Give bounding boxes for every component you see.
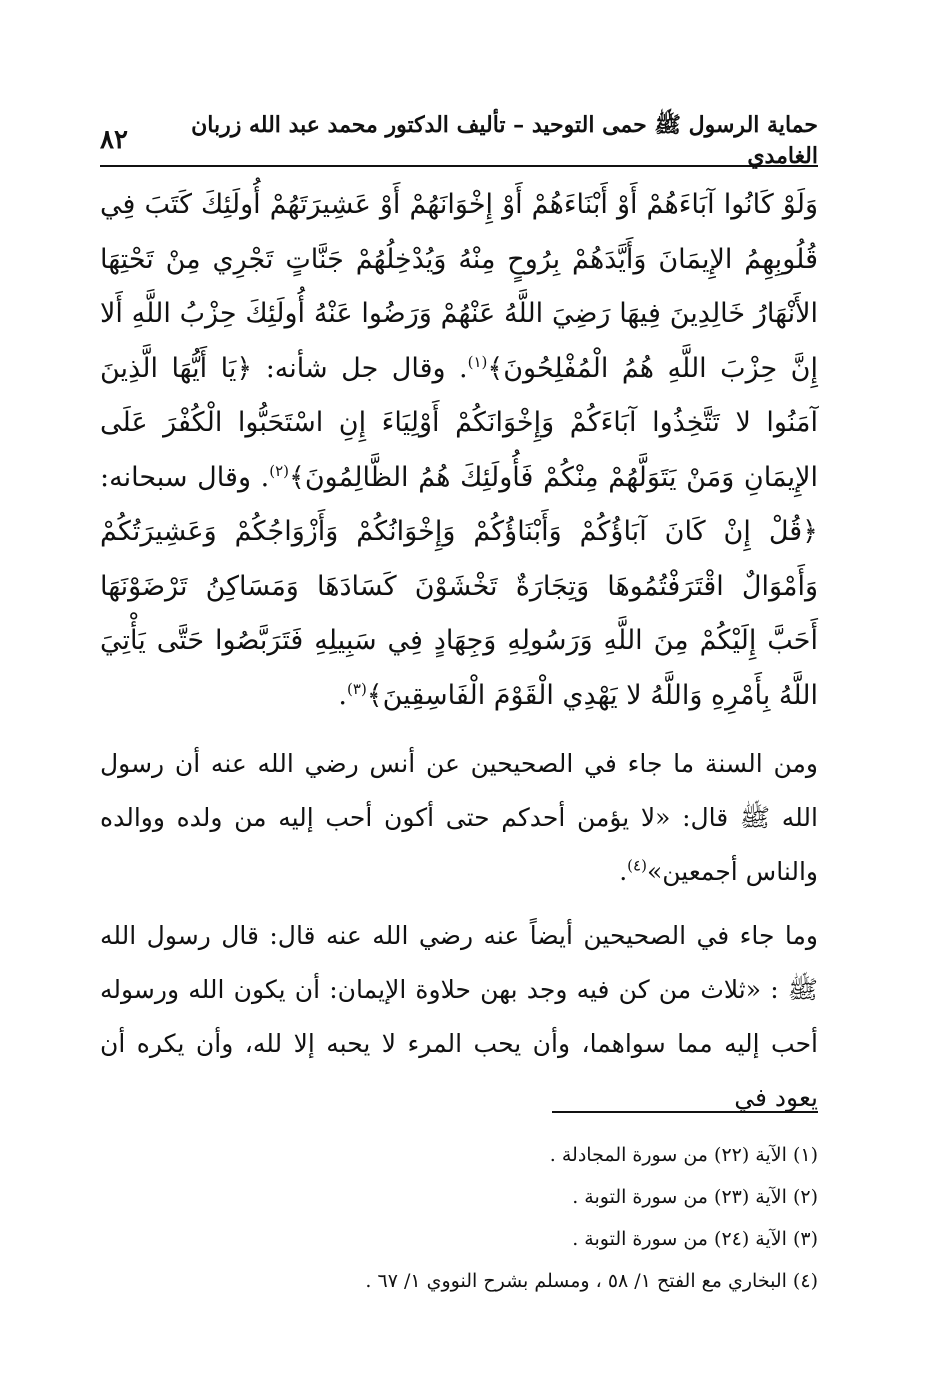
footnote-1: (١) الآية (٢٢) من سورة المجادلة .: [549, 1144, 818, 1166]
connective-text-3: .: [338, 679, 348, 711]
hadith-paragraph-1-text: ومن السنة ما جاء في الصحيحين عن أنس رضي الله عنه أن رسول الله ﷺ قال: «لا يؤمن أحدكم حتى أكون أحب إليه من ولده ووالده والناس أجمعين»: [100, 749, 818, 886]
hadith-paragraph-1: [100, 737, 818, 899]
hadith-paragraph-2-text: وما جاء في الصحيحين أيضاً عنه رضي الله عنه قال: قال رسول الله ﷺ : «ثلاث من كن فيه وجد بهن حلاوة الإيمان: أن يكون الله ورسوله أحب إليه مما سواهما، وأن يحب المرء لا يحبه إلا لله، وأن يكره أن يعود في: [100, 921, 818, 1112]
running-title: حماية الرسول ﷺ حمى التوحيد – تأليف الدكتور محمد عبد الله زربان الغامدي: [191, 112, 818, 169]
hadith-paragraph-2: [100, 909, 818, 1125]
hadith-paragraph-1-end: .: [619, 857, 628, 886]
verse-paragraph: [100, 178, 818, 723]
footnote-ref-4[interactable]: (٤): [627, 856, 647, 875]
footnote-ref-3[interactable]: (٣): [347, 679, 367, 698]
connective-text-1: . وقال جل شأنه:: [252, 352, 468, 384]
footnote-3: (٣) الآية (٢٤) من سورة التوبة .: [572, 1228, 818, 1250]
footnotes: [100, 1134, 818, 1302]
footnote-4: (٤) البخاري مع الفتح ١/ ٥٨ ، ومسلم بشرح النووي ١/ ٦٧ .: [365, 1270, 818, 1292]
footnote-separator: [552, 1111, 818, 1113]
page-number: ٨٢: [100, 125, 128, 155]
header-rule: [100, 165, 818, 167]
connective-text-2: . وقال سبحانه:: [100, 461, 270, 493]
body-text: [100, 178, 818, 1135]
quran-verse-1: وَلَوْ كَانُوا آبَاءَهُمْ أَوْ أَبْنَاءَهُمْ أَوْ إِخْوَانَهُمْ أَوْ عَشِيرَتَهُمْ أُولَئِكَ كَتَبَ فِي قُلُوبِهِمُ الإِيمَانَ وَأَيَّدَهُمْ بِرُوحٍ مِنْهُ وَيُدْخِلُهُمْ جَنَّاتٍ تَجْرِي مِنْ تَحْتِهَا الأَنْهَارُ خَالِدِينَ فِيهَا رَضِيَ اللَّهُ عَنْهُمْ وَرَضُوا عَنْهُ أُولَئِكَ حِزْبُ اللَّهِ أَلا إِنَّ حِزْبَ اللَّهِ هُمُ الْمُفْلِحُونَ﴾: [100, 189, 818, 384]
quran-verse-3: ﴿قُلْ إِنْ كَانَ آبَاؤُكُمْ وَأَبْنَاؤُكُمْ وَإِخْوَانُكُمْ وَأَزْوَاجُكُمْ وَعَشِيرَتُكُمْ وَأَمْوَالٌ اقْتَرَفْتُمُوهَا وَتِجَارَةٌ تَخْشَوْنَ كَسَادَهَا وَمَسَاكِنُ تَرْضَوْنَهَا أَحَبَّ إِلَيْكُمْ مِنَ اللَّهِ وَرَسُولِهِ وَجِهَادٍ فِي سَبِيلِهِ فَتَرَبَّصُوا حَتَّى يَأْتِيَ اللَّهُ بِأَمْرِهِ وَاللَّهُ لا يَهْدِي الْقَوْمَ الْفَاسِقِينَ﴾: [100, 516, 818, 711]
footnote-ref-1[interactable]: (١): [467, 352, 488, 371]
footnote-2: (٢) الآية (٢٣) من سورة التوبة .: [572, 1186, 818, 1208]
running-header: [100, 112, 818, 169]
quran-verse-2: ﴿يَا أَيُّهَا الَّذِينَ آمَنُوا لا تَتَّخِذُوا آبَاءَكُمْ وَإِخْوَانَكُمْ أَوْلِيَاءَ إِنِ اسْتَحَبُّوا الْكُفْرَ عَلَى الإِيمَانِ وَمَنْ يَتَوَلَّهُمْ مِنْكُمْ فَأُولَئِكَ هُمُ الظَّالِمُونَ﴾: [100, 352, 818, 493]
footnote-ref-2[interactable]: (٢): [269, 461, 290, 480]
